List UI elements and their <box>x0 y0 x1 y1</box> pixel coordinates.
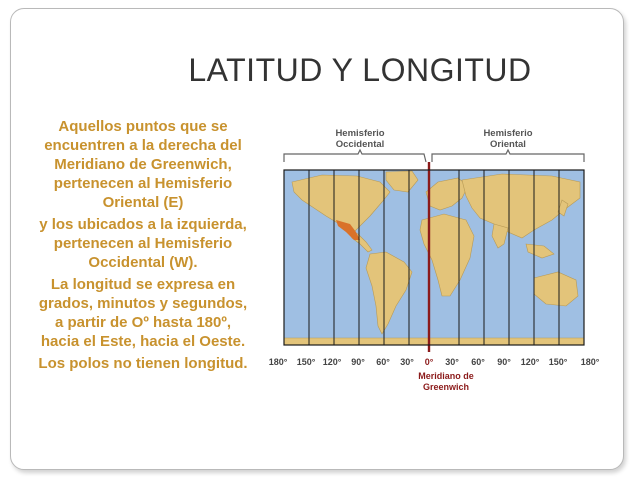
axis-label: 180° <box>580 357 600 367</box>
east-hemisphere-label-1: Hemisferio <box>483 128 533 139</box>
paragraph-east: Aquellos puntos que se encuentren a la derecha del Meridiano de Greenwich, pertenecen al Hemisferio Oriental (E) <box>44 118 242 211</box>
antarctica <box>284 338 584 345</box>
world-map-svg <box>262 120 622 400</box>
slide-title: LATITUD Y LONGITUD <box>188 52 532 88</box>
axis-label: 150° <box>296 357 316 367</box>
slide-body-text <box>34 117 252 376</box>
axis-label: 60° <box>471 357 485 367</box>
axis-label: 120° <box>520 357 540 367</box>
axis-label: 30° <box>445 357 459 367</box>
axis-label: 150° <box>548 357 568 367</box>
paragraph-poles: Los polos no tienen longitud. <box>38 355 248 372</box>
axis-labels <box>269 357 600 367</box>
greenwich-label-2: Greenwich <box>422 382 470 392</box>
axis-label: 180° <box>268 357 288 367</box>
east-bracket <box>432 150 584 162</box>
axis-label: 60° <box>376 357 390 367</box>
paragraph-longitude: La longitud se expresa en grados, minutos y segundos, a partir de Oº hasta 180º, hacia el Este, hacia el Oeste. <box>38 276 248 350</box>
west-hemisphere-label-1: Hemisferio <box>335 128 385 139</box>
axis-label: 90° <box>351 357 365 367</box>
greenwich-label-1: Meridiano de <box>418 371 474 381</box>
west-bracket <box>284 150 426 162</box>
axis-label: 90° <box>497 357 511 367</box>
axis-label: 30° <box>400 357 414 367</box>
world-map-figure <box>262 120 622 400</box>
paragraph-west: y los ubicados a la izquierda, pertenecen al Hemisferio Occidental (W). <box>39 216 247 271</box>
axis-label: 0° <box>424 357 434 367</box>
axis-label: 120° <box>322 357 342 367</box>
west-hemisphere-label-2: Occidental <box>335 139 385 150</box>
east-hemisphere-label-2: Oriental <box>490 139 526 150</box>
